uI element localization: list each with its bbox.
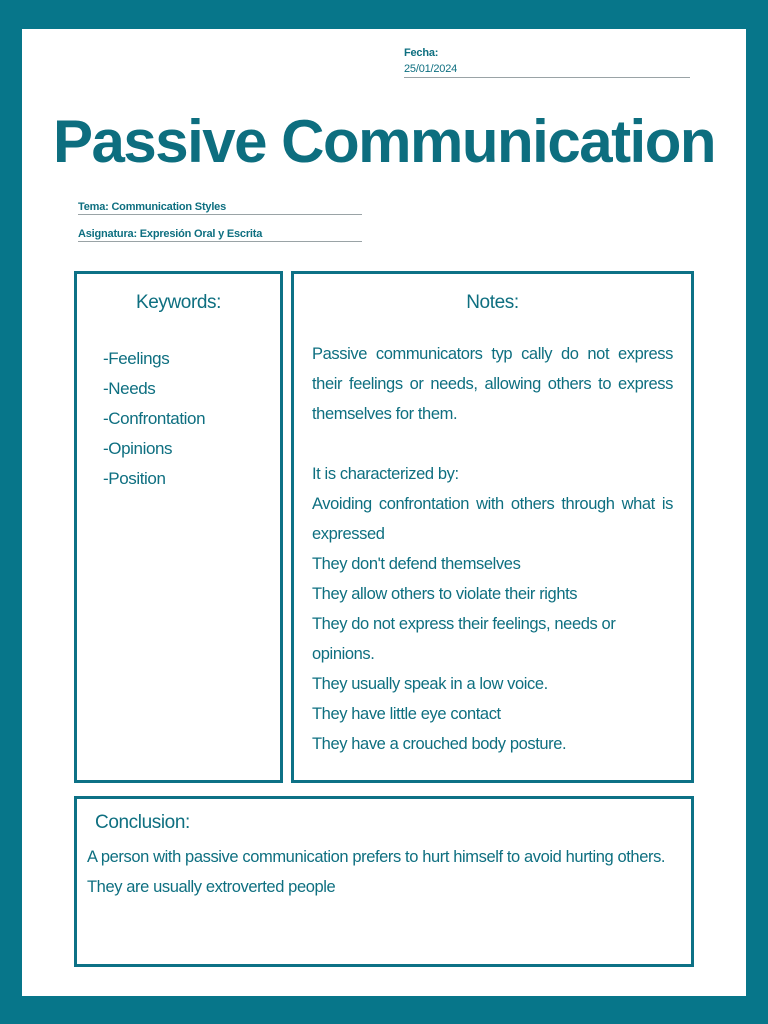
spacer — [312, 429, 673, 459]
notes-panel — [291, 271, 694, 783]
keyword-item: -Confrontation — [103, 409, 206, 428]
notes-point: They have little eye contact — [312, 705, 501, 723]
notes-point: Avoiding confrontation with others through what is expressed — [312, 495, 673, 543]
date-field — [404, 47, 690, 78]
tema-field: Tema: Communication Styles — [78, 201, 362, 215]
keywords-heading: Keywords: — [135, 292, 222, 313]
notes-char-label: It is characterized by: — [312, 465, 459, 483]
notes-point: They have a crouched body posture. — [312, 735, 567, 753]
notes-point: They don't defend themselves — [312, 555, 521, 573]
keyword-item: -Needs — [103, 379, 156, 398]
date-label: Fecha: — [404, 47, 439, 59]
keyword-item: -Position — [103, 469, 166, 488]
keywords-list — [103, 344, 280, 494]
note-page — [22, 29, 746, 996]
notes-intro: Passive communicators typ cally do not express their feelings or needs, allowing others to express themselves for them. — [312, 345, 673, 423]
notes-body — [312, 339, 673, 759]
notes-point: They allow others to violate their rights — [312, 585, 578, 603]
keywords-panel — [74, 271, 283, 783]
conclusion-heading: Conclusion: — [95, 812, 190, 833]
notes-heading: Notes: — [466, 292, 519, 313]
notes-point: They usually speak in a low voice. — [312, 675, 548, 693]
conclusion-panel — [74, 796, 694, 967]
conclusion-body — [87, 842, 681, 902]
keyword-item: -Opinions — [103, 439, 173, 458]
notes-point: They do not express their feelings, needs or opinions. — [312, 615, 616, 663]
page-title: Passive Communication — [52, 108, 716, 175]
date-value: 25/01/2024 — [404, 63, 458, 75]
conclusion-line: They are usually extroverted people — [87, 878, 336, 896]
asignatura-field: Asignatura: Expresión Oral y Escrita — [78, 228, 362, 242]
keyword-item: -Feelings — [103, 349, 170, 368]
conclusion-line: A person with passive communication prefers to hurt himself to avoid hurting others. — [87, 848, 666, 866]
